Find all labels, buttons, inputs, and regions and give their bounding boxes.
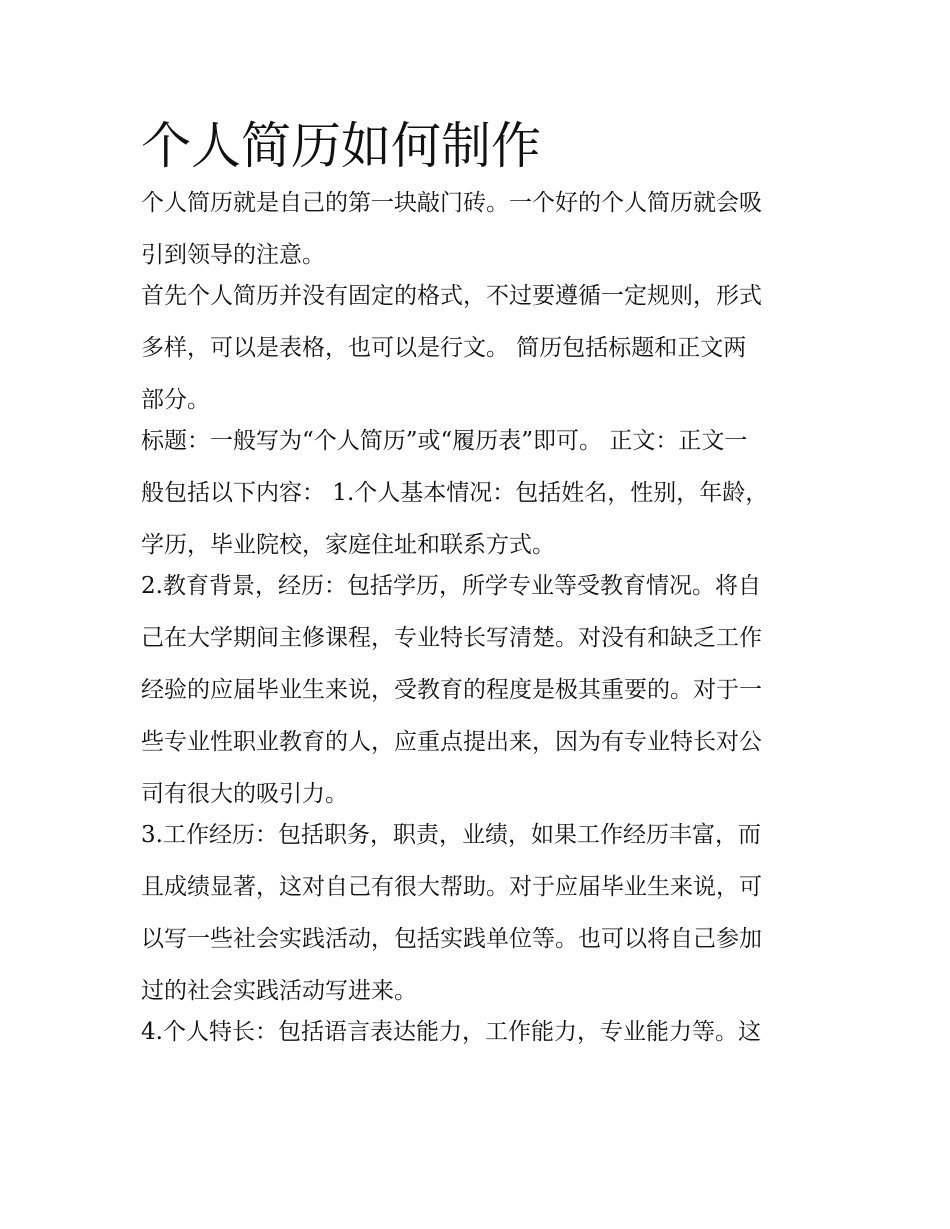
paragraph-education	[141, 574, 813, 807]
text-line: 司有很大的吸引力。	[141, 781, 348, 807]
text-line: 4.个人特长：包括语言表达能力，工作能力，专业能力等。这	[141, 1019, 761, 1045]
text-line: 学历，毕业院校，家庭住址和联系方式。	[141, 532, 555, 558]
text-line: 2.教育背景，经历：包括学历，所学专业等受教育情况。将自	[141, 573, 761, 599]
page-title: 个人简历如何制作	[141, 117, 541, 175]
text-line: 且成绩显著，这对自己有很大帮助。对于应届毕业生来说，可	[141, 874, 762, 900]
text-line: 引到领导的注意。	[141, 242, 325, 268]
text-line: 3.工作经历：包括职务，职责，业绩，如果工作经历丰富，而	[141, 822, 761, 848]
paragraph-intro	[141, 191, 813, 268]
text-line: 个人简历就是自己的第一块敲门砖。一个好的个人简历就会吸	[141, 190, 762, 216]
paragraph-skills	[141, 1020, 813, 1045]
text-line: 过的社会实践活动写进来。	[141, 978, 417, 1004]
paragraph-format	[141, 284, 813, 413]
text-line: 以写一些社会实践活动，包括实践单位等。也可以将自己参加	[141, 926, 762, 952]
text-line: 标题：一般写为“个人简历”或“履历表”即可。 正文：正文一	[141, 428, 748, 454]
text-line: 多样，可以是表格，也可以是行文。 简历包括标题和正文两	[141, 335, 747, 361]
paragraph-title-body	[141, 429, 813, 558]
text-line: 经验的应届毕业生来说，受教育的程度是极其重要的。对于一	[141, 677, 762, 703]
text-line: 部分。	[141, 387, 210, 413]
text-line: 首先个人简历并没有固定的格式，不过要遵循一定规则，形式	[141, 283, 762, 309]
document-body	[141, 113, 813, 1045]
text-line: 己在大学期间主修课程，专业特长写清楚。对没有和缺乏工作	[141, 625, 762, 651]
paragraph-work-experience	[141, 823, 813, 1004]
text-line: 般包括以下内容： 1.个人基本情况：包括姓名，性别，年龄，	[141, 480, 769, 506]
text-line: 些专业性职业教育的人，应重点提出来，因为有专业特长对公	[141, 729, 762, 755]
